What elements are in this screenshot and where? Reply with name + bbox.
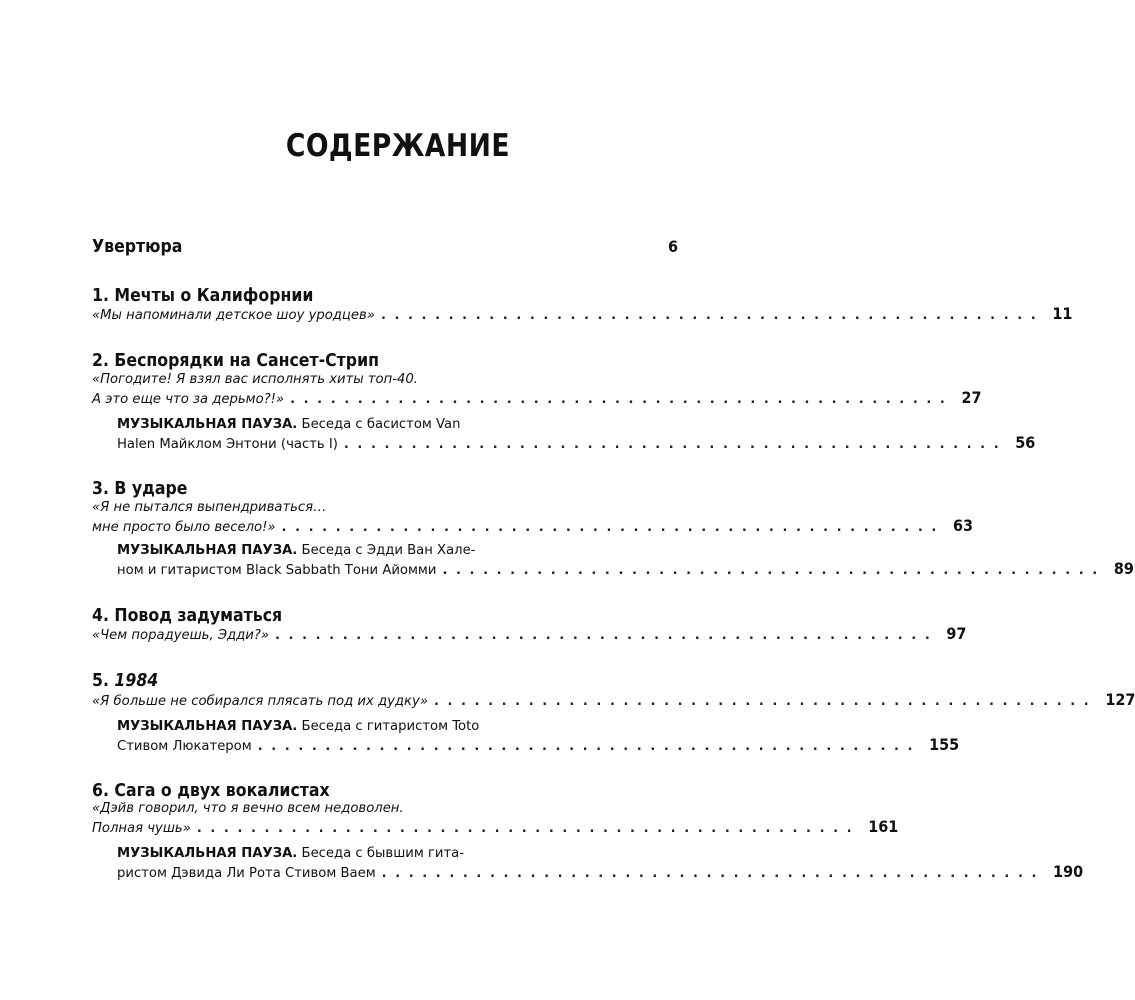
subtitle-line: «Погодите! Я взял вас исполнять хиты топ-40. <box>92 372 418 387</box>
subtitle-line: «Я больше не собирался плясать под их дудку» <box>92 694 428 709</box>
subtitle-line: Полная чушь» <box>92 821 191 836</box>
page-number: 155 <box>929 735 960 754</box>
chapter-number: 5. <box>92 671 109 691</box>
pause-label: МУЗЫКАЛЬНАЯ ПАУЗА. <box>117 543 298 558</box>
chapter-title[interactable] <box>92 350 678 372</box>
leader-dots: ................................................. <box>290 392 954 407</box>
chapter-name: Сага о двух вокалистах <box>114 781 330 801</box>
chapter-name: В ударе <box>114 479 188 499</box>
pause-text: Беседа с бывшим гита- <box>301 846 464 861</box>
subtitle-line: мне просто было весело!» <box>92 520 276 535</box>
pause-text: Беседа с гитаристом Toto <box>301 719 480 734</box>
chapter-subtitle <box>92 304 1073 325</box>
chapter-title[interactable] <box>92 285 678 307</box>
pause-text: Стивом Люкатером <box>117 739 252 754</box>
pause-text: Halen Майклом Энтони (часть I) <box>117 437 338 452</box>
leader-dots: ................................................. <box>257 739 922 754</box>
overture-label: Увертюра <box>92 237 183 257</box>
page-number: 127 <box>1105 690 1135 709</box>
chapter-number: 6. <box>92 781 109 801</box>
chapter-title[interactable] <box>92 478 678 500</box>
page-number: 63 <box>952 516 973 535</box>
pause-label: МУЗЫКАЛЬНАЯ ПАУЗА. <box>117 846 298 861</box>
chapter-subtitle <box>92 800 899 838</box>
toc-entry-overture[interactable] <box>92 236 678 258</box>
chapter-name: Повод задуматься <box>114 606 283 626</box>
subtitle-line: «Мы напоминали детское шоу уродцев» <box>92 308 375 323</box>
chapter-name: Мечты о Калифорнии <box>114 286 314 306</box>
chapter-number: 4. <box>92 606 109 626</box>
chapter-title[interactable] <box>92 605 678 627</box>
page-number: 11 <box>1052 304 1073 323</box>
pause-text: Беседа с басистом Van <box>301 417 461 432</box>
pause-text: Беседа с Эдди Ван Хале- <box>301 543 476 558</box>
pause-text: ном и гитаристом Black Sabbath Тони Айомми <box>117 563 437 578</box>
leader-dots: ................................................. <box>381 866 1046 881</box>
subtitle-line: «Я не пытался выпендриваться… <box>92 500 327 515</box>
leader-dots: ................................................. <box>433 694 1098 709</box>
page-number: 89 <box>1113 559 1134 578</box>
page-number: 27 <box>961 388 982 407</box>
leader-dots: ................................................. <box>275 628 939 643</box>
leader-dots: ................................................. <box>196 821 861 836</box>
chapter-subtitle <box>92 690 1135 711</box>
page-number: 56 <box>1015 433 1036 452</box>
chapter-name: Беспорядки на Сансет-Стрип <box>114 351 379 371</box>
leader-dots: ................................................. <box>343 437 1008 452</box>
chapter-number: 3. <box>92 479 109 499</box>
chapter-subtitle <box>92 371 982 409</box>
pause-text: ристом Дэвида Ли Рота Стивом Ваем <box>117 866 376 881</box>
pause-label: МУЗЫКАЛЬНАЯ ПАУЗА. <box>117 417 298 432</box>
chapter-number: 2. <box>92 351 109 371</box>
page-title: СОДЕРЖАНИЕ <box>285 128 510 164</box>
chapter-title[interactable] <box>92 670 678 692</box>
chapter-name: 1984 <box>114 671 159 691</box>
chapter-subtitle <box>92 499 973 537</box>
chapter-title[interactable] <box>92 780 678 802</box>
page-number: 161 <box>868 817 899 836</box>
page-number: 190 <box>1053 862 1084 881</box>
subtitle-line: «Чем порадуешь, Эдди?» <box>92 628 269 643</box>
musical-pause-entry[interactable] <box>117 845 1084 883</box>
leader-dots: ................................................. <box>442 563 1106 578</box>
page-number: 6 <box>667 237 678 256</box>
musical-pause-entry[interactable] <box>117 542 1134 580</box>
chapter-number: 1. <box>92 286 109 306</box>
page-number: 97 <box>946 624 967 643</box>
leader-dots: ................................................. <box>380 308 1045 323</box>
subtitle-line: «Дэйв говорил, что я вечно всем недоволен. <box>92 801 404 816</box>
musical-pause-entry[interactable] <box>117 718 960 756</box>
leader-dots: ................................................. <box>281 520 945 535</box>
subtitle-line: А это еще что за дерьмо?!» <box>92 392 285 407</box>
musical-pause-entry[interactable] <box>117 416 1036 454</box>
pause-label: МУЗЫКАЛЬНАЯ ПАУЗА. <box>117 719 298 734</box>
chapter-subtitle <box>92 624 967 645</box>
